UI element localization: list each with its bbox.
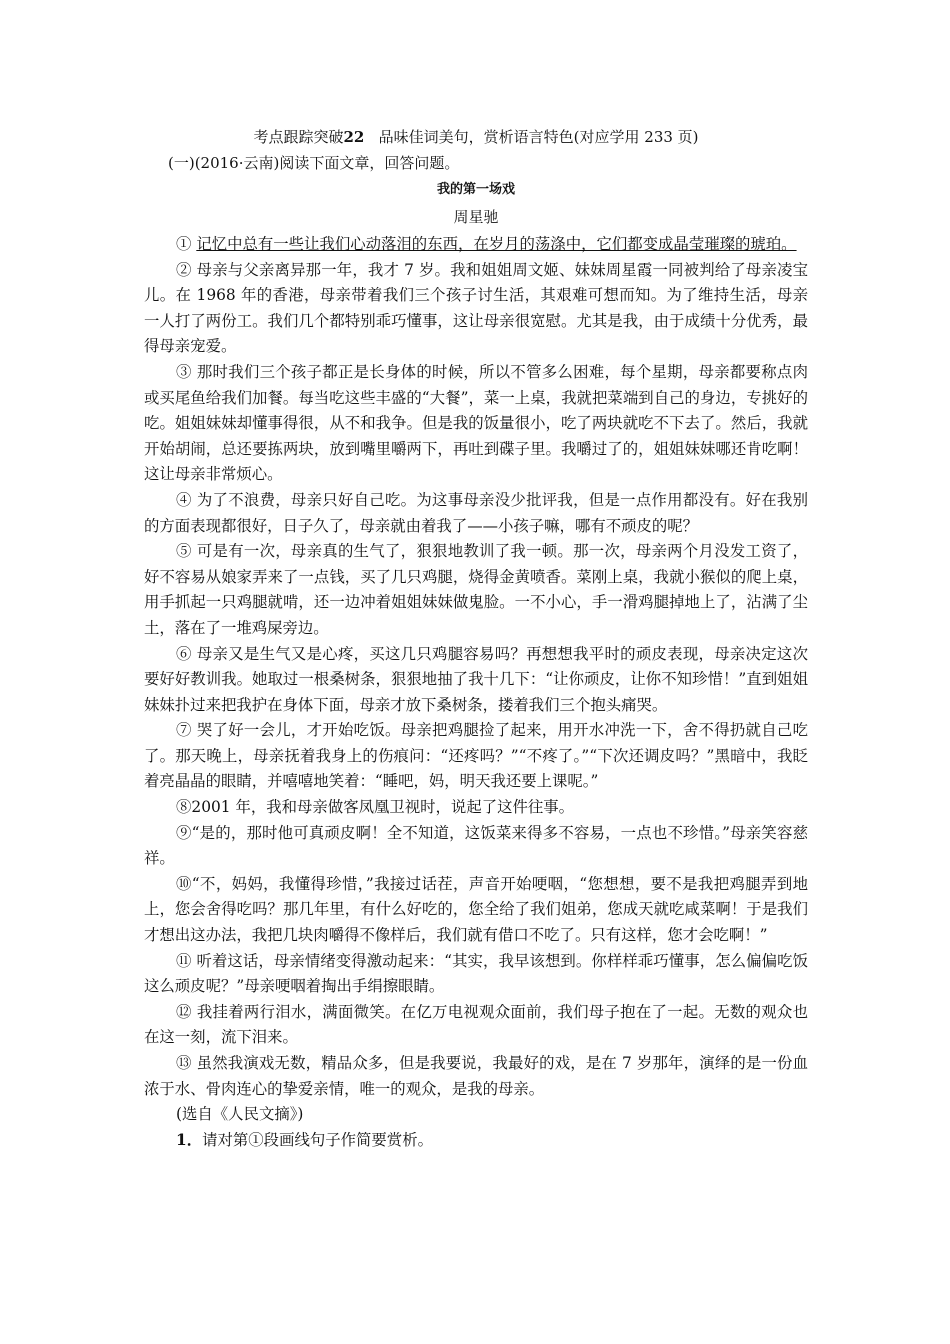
paragraph-marker: ⑥: [176, 644, 192, 663]
article-author: 周星驰: [453, 208, 499, 226]
header-number: 22: [343, 128, 365, 146]
paragraph-6: [144, 642, 808, 719]
paragraph-3: [144, 360, 808, 488]
paragraph-5: [144, 539, 808, 641]
question-1: [144, 1128, 808, 1154]
paragraph-text: 哭了好一会儿，才开始吃饭。母亲把鸡腿捡了起来，用开水冲洗一下，舍不得扔就自己吃了。那天晚上，母亲抚着我身上的伤痕问：“还疼吗？”“不疼了。”“下次还调皮吗？”黑暗中，我眨着亮晶晶的眼睛，并嘻嘻地笑着：“睡吧，妈，明天我还要上课呢。”: [144, 721, 808, 791]
paragraph-10: [144, 872, 808, 949]
paragraph-marker: ④: [176, 490, 192, 509]
paragraph-text: “是的，那时他可真顽皮啊！全不知道，这饭菜来得多不容易，一点也不珍惜。”母亲笑容慈祥。: [144, 823, 808, 868]
paragraph-marker: ⑫: [176, 1002, 192, 1021]
paragraph-11: [144, 949, 808, 1000]
paragraph-text: 母亲又是生气又是心疼，买这几只鸡腿容易吗？再想想我平时的顽皮表现，母亲决定这次要好好教训我。她取过一根桑树条，狠狠地抽了我十几下：“让你顽皮，让你不知珍惜！”直到姐姐妹妹扑过来把我护在身体下面，母亲才放下桑树条，搂着我们三个抱头痛哭。: [144, 644, 808, 714]
paragraph-marker: ⑪: [176, 951, 192, 970]
question-number: 1．: [176, 1130, 203, 1149]
paragraph-text: 母亲与父亲离异那一年，我才 7 岁。我和姐姐周文姬、妹妹周星霞一同被判给了母亲凌宝儿。在 1968 年的香港，母亲带着我们三个孩子讨生活，其艰难可想而知。为了维持生活，母亲一人打了两份工。我们几个都特别乖巧懂事，这让母亲很宽慰。尤其是我，由于成绩十分优秀，最得母亲宠爱。: [144, 260, 808, 356]
paragraph-2: [144, 258, 808, 360]
paragraph-text: 2001 年，我和母亲做客凤凰卫视时，说起了这件往事。: [191, 798, 575, 817]
paragraph-marker: ⑦: [176, 721, 192, 740]
paragraph-marker: ⑬: [176, 1054, 192, 1072]
paragraph-marker: ②: [176, 260, 192, 279]
header-prefix: 考点跟踪突破: [253, 128, 344, 146]
paragraph-text: 我挂着两行泪水，满面微笑。在亿万电视观众面前，我们母子抱在了一起。无数的观众也在这一刻，流下泪来。: [144, 1002, 808, 1047]
paragraph-text: 听着这话，母亲情绪变得激动起来：“其实，我早该想到。你样样乖巧懂事，怎么偏偏吃饭这么顽皮呢？”母亲哽咽着掏出手绢擦眼睛。: [144, 951, 808, 996]
paragraph-marker: ①: [176, 235, 192, 253]
source-line: (选自《人民文摘》): [176, 1105, 304, 1124]
section-header: [144, 126, 808, 148]
paragraph-text: 可是有一次，母亲真的生气了，狠狠地教训了我一顿。那一次，母亲两个月没发工资了，好不容易从娘家弄来了一点钱，买了几只鸡腿，烧得金黄喷香。菜刚上桌，我就小猴似的爬上桌，用手抓起一只鸡腿就啃，还一边冲着姐姐妹妹做鬼脸。一不小心，手一滑鸡腿掉地上了，沾满了尘土，落在了一堆鸡屎旁边。: [144, 542, 808, 637]
question-text: 请对第①段画线句子作简要赏析。: [202, 1130, 433, 1149]
paragraph-marker: ⑤: [176, 542, 192, 561]
paragraph-marker: ③: [176, 362, 192, 381]
paragraph-text: 那时我们三个孩子都正是长身体的时候，所以不管多么困难，每个星期，母亲都要称点肉或买尾鱼给我们加餐。每当吃这些丰盛的“大餐”，菜一上桌，我就把菜端到自己的身边，专挑好的吃。姐姐妹妹却懂事得很，从不和我争。但是我的饭量很小，吃了两块就吃不下去了。然后，我就开始胡闹，总还要拣两块，放到嘴里嚼两下，再吐到碟子里。我嚼过了的，姐姐妹妹哪还肯吃啊！这让母亲非常烦心。: [144, 362, 808, 484]
intro-line: (一)(2016·云南)阅读下面文章，回答问题。: [168, 154, 460, 172]
paragraph-text: 虽然我演戏无数，精品众多，但是我要说，我最好的戏，是在 7 岁那年，演绎的是一份血浓于水、骨肉连心的挚爱亲情，唯一的观众，是我的母亲。: [144, 1054, 808, 1098]
document-page: [144, 126, 808, 1153]
paragraph-12: [144, 1000, 808, 1051]
paragraph-marker: ⑨: [176, 823, 192, 842]
paragraph-9: [144, 821, 808, 872]
paragraph-marker: ⑧: [176, 798, 192, 817]
underlined-sentence: 记忆中总有一些让我们心动落泪的东西，在岁月的荡涤中，它们都变成晶莹璀璨的琥珀。: [196, 235, 797, 253]
paragraph-text: “不，妈妈，我懂得珍惜，”我接过话茬，声音开始哽咽，“您想想，要不是我把鸡腿弄到地上，您会舍得吃吗？那几年里，有什么好吃的，您全给了我们姐弟，您成天就吃咸菜啊！于是我们才想出这办法，我把几块肉嚼得不像样后，我们就有借口不吃了。只有这样，您才会吃啊！”: [144, 874, 808, 945]
paragraph-13: [144, 1051, 808, 1102]
paragraph-7: [144, 718, 808, 795]
header-topic: 品味佳词美句，赏析语言特色(对应学用 233 页): [378, 128, 699, 146]
paragraph-text: 为了不浪费，母亲只好自己吃。为这事母亲没少批评我，但是一点作用都没有。好在我别的方面表现都很好，日子久了，母亲就由着我了——小孩子嘛，哪有不顽皮的呢？: [144, 490, 808, 535]
paragraph-4: [144, 488, 808, 539]
paragraph-8: [144, 795, 808, 821]
paragraph-1: [144, 232, 808, 258]
paragraph-marker: ⑩: [176, 874, 192, 893]
article-title: 我的第一场戏: [436, 182, 515, 197]
